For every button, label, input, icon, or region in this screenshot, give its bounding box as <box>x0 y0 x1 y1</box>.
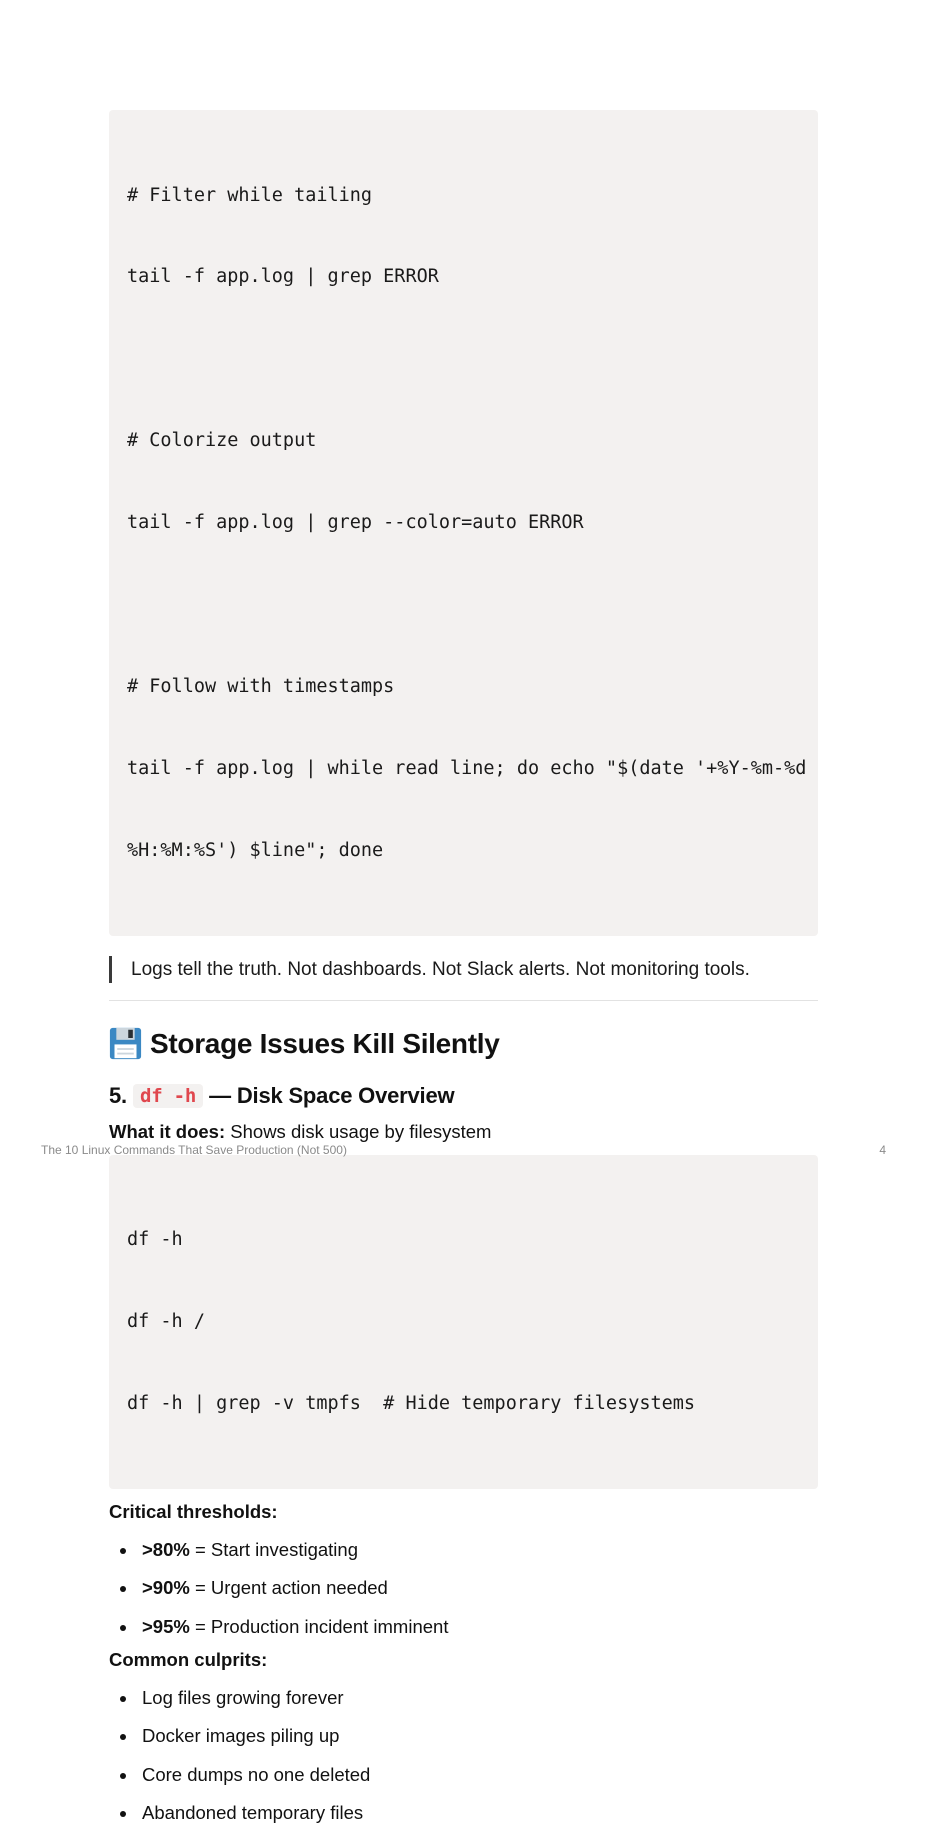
section-heading <box>109 1025 818 1063</box>
threshold-text: = Urgent action needed <box>189 1577 388 1599</box>
list-item: Core dumps no one deleted <box>109 1756 818 1795</box>
code-line: tail -f app.log | grep ERROR <box>127 266 439 288</box>
what-it-does <box>109 1119 818 1145</box>
page-content <box>109 110 818 1833</box>
list-item: Docker images piling up <box>109 1717 818 1756</box>
code-block-tail <box>109 110 818 936</box>
code-line: %H:%M:%S') $line"; done <box>127 839 384 861</box>
page-footer <box>41 1143 886 1157</box>
code-block-df <box>109 1155 818 1489</box>
code-line: df -h <box>127 1229 183 1251</box>
code-line: # Follow with timestamps <box>127 675 395 697</box>
culprits-list <box>109 1679 818 1833</box>
command-heading <box>109 1079 818 1113</box>
floppy-disk-icon <box>109 1027 142 1060</box>
code-line: # Filter while tailing <box>127 184 373 206</box>
threshold-value: >90% <box>142 1577 190 1599</box>
what-text: Shows disk usage by filesystem <box>225 1120 492 1142</box>
thresholds-list <box>109 1531 818 1647</box>
list-item: Abandoned temporary files <box>109 1794 818 1833</box>
inline-code: df -h <box>133 1084 203 1108</box>
code-line: df -h / <box>127 1311 205 1333</box>
code-line <box>127 591 800 618</box>
threshold-text: = Production incident imminent <box>189 1616 449 1638</box>
list-item: Log files growing forever <box>109 1679 818 1718</box>
footer-title: The 10 Linux Commands That Save Production (Not 500) <box>41 1143 347 1157</box>
list-item <box>109 1531 818 1570</box>
divider <box>109 1000 818 1001</box>
command-title: — Disk Space Overview <box>209 1082 455 1108</box>
threshold-text: = Start investigating <box>189 1538 358 1560</box>
list-item <box>109 1569 818 1608</box>
code-line <box>127 345 800 372</box>
culprits-label: Common culprits: <box>109 1648 268 1670</box>
thresholds-label: Critical thresholds: <box>109 1500 278 1522</box>
blockquote: Logs tell the truth. Not dashboards. Not Slack alerts. Not monitoring tools. <box>109 956 818 983</box>
list-item <box>109 1608 818 1647</box>
code-line: df -h | grep -v tmpfs # Hide temporary filesystems <box>127 1392 696 1414</box>
threshold-value: >80% <box>142 1538 190 1560</box>
code-line: tail -f app.log | grep --color=auto ERROR <box>127 512 584 534</box>
code-line: # Colorize output <box>127 430 317 452</box>
page-number: 4 <box>879 1143 886 1157</box>
code-line: tail -f app.log | while read line; do echo "$(date '+%Y-%m-%d <box>127 757 807 779</box>
section-title: Storage Issues Kill Silently <box>150 1027 500 1059</box>
threshold-value: >95% <box>142 1616 190 1638</box>
command-number: 5. <box>109 1082 127 1108</box>
what-label: What it does: <box>109 1120 226 1142</box>
